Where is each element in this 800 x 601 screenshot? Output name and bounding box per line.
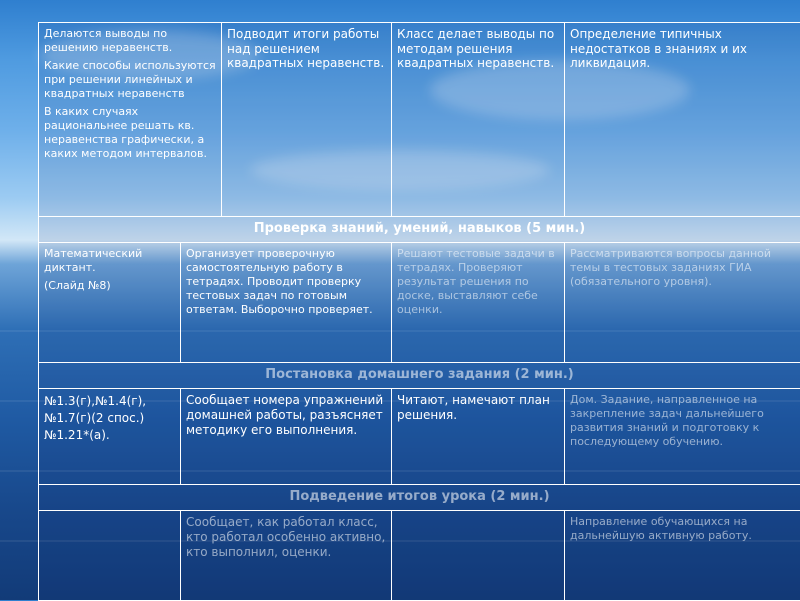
goal-cell: Направление обучающихся на дальнейшую активную работу. (565, 511, 800, 601)
teacher-activity-cell: Сообщает номера упражнений домашней работы, разъясняет методику его выполнения. (181, 389, 392, 485)
stage-cell (39, 243, 181, 363)
section-header-row (39, 217, 800, 243)
section-title-homework: Постановка домашнего задания (2 мин.) (39, 363, 800, 389)
goal-cell: Рассматриваются вопросы данной темы в тестовых заданиях ГИА (обязательного уровня). (565, 243, 800, 363)
cell-line: (Слайд №8) (44, 279, 175, 293)
section-title-knowledge-check: Проверка знаний, умений, навыков (5 мин.) (39, 217, 800, 243)
conclusions-cell (39, 23, 222, 217)
goal-cell: Определение типичных недостатков в знаниях и их ликвидация. (565, 23, 800, 217)
homework-numbers-cell: №1.3(г),№1.4(г), №1.7(г)(2 спос.) №1.21*(а). (39, 389, 181, 485)
teacher-activity-cell: Организует проверочную самостоятельную работу в тетрадях. Проводит проверку тестовых задач по готовым ответам. Выборочно проверяет. (181, 243, 392, 363)
student-activity-cell (392, 511, 565, 601)
table-row (39, 243, 800, 363)
goal-cell: Дом. Задание, направленное на закрепление задач дальнейшего развития знаний и подготовку к последующему обучению. (565, 389, 800, 485)
cell-line: В каких случаях рациональнее решать кв. неравенства графически, а каких методом интервалов. (44, 105, 216, 161)
cell-line: Математический диктант. (44, 247, 175, 275)
student-activity-cell: Решают тестовые задачи в тетрадях. Проверяют результат решения по доске, выставляют себе оценки. (392, 243, 565, 363)
student-activity-cell: Читают, намечают план решения. (392, 389, 565, 485)
cell-line: Делаются выводы по решению неравенств. (44, 27, 216, 55)
table-row (39, 23, 800, 217)
section-title-summary: Подведение итогов урока (2 мин.) (39, 485, 800, 511)
table-row (39, 389, 800, 485)
student-activity-cell: Класс делает выводы по методам решения квадратных неравенств. (392, 23, 565, 217)
cell-line: Какие способы используются при решении линейных и квадратных неравенств (44, 59, 216, 101)
section-header-row (39, 485, 800, 511)
table-row (39, 511, 800, 601)
section-header-row (39, 363, 800, 389)
stage-cell (39, 511, 181, 601)
lesson-plan-table (38, 22, 800, 601)
teacher-activity-cell: Сообщает, как работал класс, кто работал особенно активно, кто выполнил, оценки. (181, 511, 392, 601)
teacher-activity-cell: Подводит итоги работы над решением квадратных неравенств. (222, 23, 392, 217)
